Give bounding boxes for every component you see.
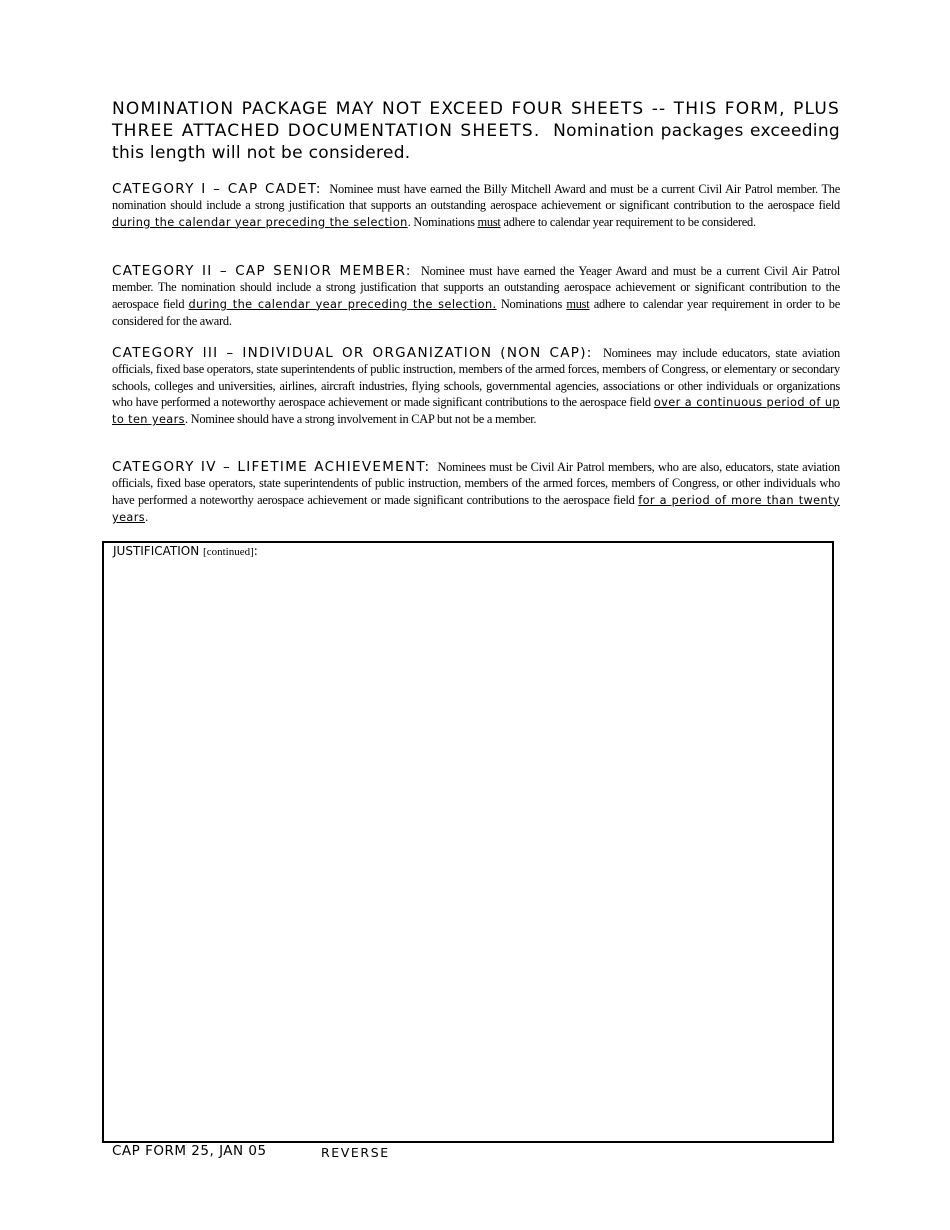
category-text: adhere to calendar year requirement in order to be considered for the award. [112, 296, 841, 328]
category-4-lifetime-achievement [112, 459, 840, 526]
category-text: . Nominations [407, 214, 475, 229]
category-heading: CATEGORY IV – LIFETIME ACHIEVEMENT: [112, 459, 431, 475]
notice-text: Nomination packages exceeding this length will not be considered. [112, 121, 840, 163]
form-identifier: CAP FORM 25, JAN 05 [112, 1143, 267, 1159]
category-underlined-text: for a period of more than twenty years [112, 493, 840, 524]
notice-caps-text: NOMINATION PACKAGE MAY NOT EXCEED FOUR SHEETS -- THIS FORM, PLUS THREE ATTACHED DOCUMENTATION SHEETS. [112, 99, 840, 141]
category-underlined-text: over a continuous period of up to ten years [112, 395, 840, 427]
category-underlined-text: during the calendar year preceding the selection [112, 215, 408, 229]
page-side-label: REVERSE [321, 1145, 390, 1160]
page-limit-notice [112, 98, 840, 164]
justification-label [113, 544, 258, 558]
category-underlined-text: during the calendar year preceding the selection. [188, 297, 497, 311]
category-heading: CATEGORY III – INDIVIDUAL OR ORGANIZATION (NON CAP): [112, 345, 593, 361]
category-heading: CATEGORY II – CAP SENIOR MEMBER: [112, 263, 412, 279]
category-text: . [145, 509, 148, 524]
category-text: adhere to calendar year requirement to be considered. [503, 214, 756, 229]
justification-continued-note: [continued] [203, 546, 254, 558]
category-emphasis: must [477, 214, 501, 229]
category-text: Nominees must be Civil Air Patrol members, who are also, educators, state aviation officials, fixed base operators, state superintendents of public instruction, members of the armed forces, members of Congress, or other individuals who have performed a noteworthy aerospace achievement or made significant contributions to the aerospace field [112, 460, 841, 507]
category-text: Nominee must have earned the Yeager Award and must be a current Civil Air Patrol member. The nomination should include a strong justification that supports an outstanding aerospace achievement or significant contribution to the aerospace field [112, 264, 840, 311]
category-text: Nominees may include educators, state aviation officials, fixed base operators, state superintendents of public instruction, members of the armed forces, members of Congress, or elementary or secondary schools, colleges and universities, airlines, aircraft industries, flying schools, governmental agencies, associations or other individuals or organizations who have performed a noteworthy aerospace achievement or made significant contributions to the aerospace field [112, 346, 840, 409]
category-text: . Nominee should have a strong involvement in CAP but not be a member. [184, 412, 537, 427]
justification-field[interactable] [102, 541, 834, 1143]
category-2-senior-member [112, 263, 840, 329]
category-text: Nominations [500, 296, 563, 311]
category-1-cadet [112, 181, 840, 231]
category-text: Nominee must have earned the Billy Mitchell Award and must be a current Civil Air Patrol member. The nomination should include a strong justification that supports an outstanding aerospace achievement or significant contribution to the aerospace field [112, 182, 840, 213]
category-emphasis: must [566, 296, 590, 311]
justification-colon: : [253, 544, 258, 558]
category-3-individual-organization [112, 345, 840, 428]
category-heading: CATEGORY I – CAP CADET: [112, 181, 322, 197]
justification-label-text: JUSTIFICATION [113, 544, 200, 558]
